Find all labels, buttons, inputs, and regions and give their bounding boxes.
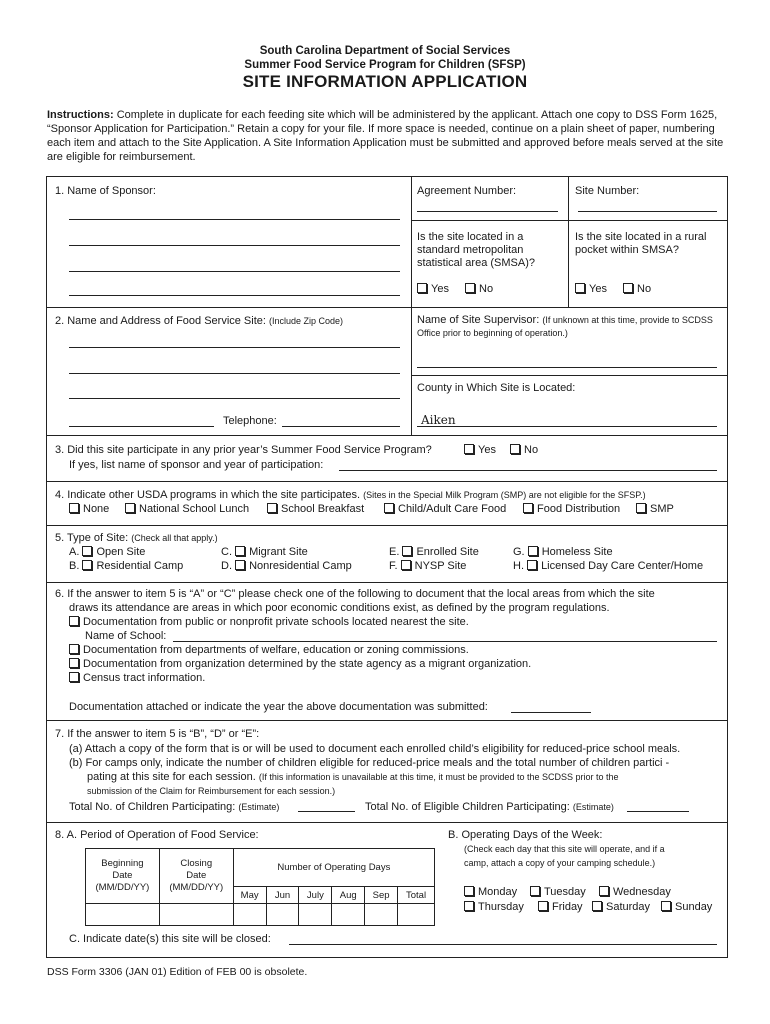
prior-year-no-option[interactable]: No bbox=[510, 444, 538, 456]
july-days-cell[interactable] bbox=[299, 904, 332, 926]
checkbox-icon[interactable] bbox=[417, 283, 427, 293]
aug-days-cell[interactable] bbox=[332, 904, 365, 926]
checkbox-icon[interactable] bbox=[384, 503, 394, 513]
school-name-label: Name of School: bbox=[85, 630, 167, 642]
smsa-no-option[interactable]: No bbox=[465, 283, 493, 295]
site-number-label: Site Number: bbox=[575, 185, 640, 197]
checkbox-icon[interactable] bbox=[575, 283, 585, 293]
month-header: Jun bbox=[266, 887, 299, 904]
checkbox-icon[interactable] bbox=[592, 901, 602, 911]
divider bbox=[47, 582, 727, 583]
documentation-question-line1: 6. If the answer to item 5 is “A” or “C” please check one of the following to document that the local areas from which the site bbox=[55, 588, 655, 600]
checkbox-icon[interactable] bbox=[636, 503, 646, 513]
divider bbox=[47, 822, 727, 823]
column-divider bbox=[411, 177, 412, 435]
beginning-date-header: Beginning Date (MM/DD/YY) bbox=[86, 849, 160, 904]
telephone-field[interactable] bbox=[282, 426, 400, 427]
checkbox-icon[interactable] bbox=[528, 546, 538, 556]
instructions-label: Instructions: bbox=[47, 109, 114, 121]
checkbox-icon[interactable] bbox=[82, 546, 92, 556]
smsa-question: Is the site located in a standard metropolitan statistical area (SMSA)? bbox=[417, 231, 535, 269]
agreement-number-field[interactable] bbox=[417, 211, 558, 212]
checkbox-icon[interactable] bbox=[401, 560, 411, 570]
agreement-number-label: Agreement Number: bbox=[417, 185, 517, 197]
total-children-label: Total No. of Children Participating: (Estimate) bbox=[69, 801, 280, 813]
checkbox-icon[interactable] bbox=[464, 901, 474, 911]
checkbox-icon[interactable] bbox=[510, 444, 520, 454]
divider bbox=[47, 307, 727, 308]
instructions bbox=[47, 108, 727, 164]
operating-days-label: B. Operating Days of the Week: bbox=[448, 829, 603, 841]
checkbox-icon[interactable] bbox=[661, 901, 671, 911]
closing-date-cell[interactable] bbox=[159, 904, 233, 926]
checkbox-icon[interactable] bbox=[125, 503, 135, 513]
divider bbox=[47, 481, 727, 482]
usda-option-smp[interactable]: SMP bbox=[636, 503, 674, 515]
sponsor-name-line[interactable] bbox=[69, 219, 400, 220]
checkbox-icon[interactable] bbox=[235, 546, 245, 556]
doc-option-migrant[interactable]: Documentation from organization determined by the state agency as a migrant organization. bbox=[69, 658, 531, 670]
checkbox-icon[interactable] bbox=[69, 503, 79, 513]
checkbox-icon[interactable] bbox=[599, 886, 609, 896]
checkbox-icon[interactable] bbox=[523, 503, 533, 513]
camp-item-a: (a) Attach a copy of the form that is or will be used to document each enrolled child’s eligibility for reduced-price school meals. bbox=[69, 743, 681, 755]
day-wednesday[interactable]: Wednesday bbox=[599, 886, 671, 898]
checkbox-icon[interactable] bbox=[464, 886, 474, 896]
day-saturday[interactable]: Saturday bbox=[592, 901, 650, 913]
prior-sponsor-field[interactable] bbox=[339, 470, 717, 471]
period-of-operation-label: 8. A. Period of Operation of Food Service: bbox=[55, 829, 259, 841]
beginning-date-cell[interactable] bbox=[86, 904, 160, 926]
site-supervisor-label: Name of Site Supervisor: (If unknown at this time, provide to SCDSS Office prior to beginning of operation.) bbox=[417, 314, 713, 338]
site-address-line[interactable] bbox=[69, 398, 400, 399]
prior-year-yes-option[interactable]: Yes bbox=[464, 444, 496, 456]
month-header: July bbox=[299, 887, 332, 904]
checkbox-icon[interactable] bbox=[465, 283, 475, 293]
closed-dates-field[interactable] bbox=[289, 944, 717, 945]
divider bbox=[47, 525, 727, 526]
day-friday[interactable]: Friday bbox=[538, 901, 583, 913]
documentation-year-label: Documentation attached or indicate the year the above documentation was submitted: bbox=[69, 701, 488, 713]
rural-no-option[interactable]: No bbox=[623, 283, 651, 295]
checkbox-icon[interactable] bbox=[623, 283, 633, 293]
zip-line[interactable] bbox=[69, 426, 214, 427]
checkbox-icon[interactable] bbox=[267, 503, 277, 513]
usda-option-national-school-lunch[interactable]: National School Lunch bbox=[125, 503, 249, 515]
jun-days-cell[interactable] bbox=[266, 904, 299, 926]
site-supervisor-field[interactable] bbox=[417, 367, 717, 368]
sep-days-cell[interactable] bbox=[365, 904, 398, 926]
documentation-question-line2: draws its attendance are areas in which poor economic conditions exist, as defined by the program regulations. bbox=[69, 602, 610, 614]
site-type-c[interactable]: C. Migrant Site bbox=[221, 546, 308, 558]
county-value[interactable]: Aiken bbox=[421, 413, 456, 427]
checkbox-icon[interactable] bbox=[530, 886, 540, 896]
camp-item-b-line2: pating at this site for each session. (If this information is unavailable at this time, it must be provided to the SCDSS prior to the bbox=[87, 771, 619, 783]
sponsor-name-line[interactable] bbox=[69, 295, 400, 296]
checkbox-icon[interactable] bbox=[69, 658, 79, 668]
county-field[interactable] bbox=[417, 426, 717, 427]
camp-item-b-line1: (b) For camps only, indicate the number of children eligible for reduced-price meals and the total number of children partici - bbox=[69, 757, 670, 769]
site-type-e[interactable]: E. Enrolled Site bbox=[389, 546, 479, 558]
instructions-text: Complete in duplicate for each feeding site which will be administered by the applicant. Attach one copy to DSS Form 1625, “Sponsor Application for Participation.” Retain a copy for your file. If more space is needed, continue on a plain sheet of paper, numbering each item and attach to the Site Application. A Site Information Application must be submitted and approved before meals served at the site are eligible for reimbursement. bbox=[47, 109, 724, 163]
camp-item-b-line3: submission of the Claim for Reimbursement for each session.) bbox=[87, 786, 336, 796]
county-label: County in Which Site is Located: bbox=[417, 382, 576, 394]
sponsor-name-line[interactable] bbox=[69, 271, 400, 272]
checkbox-icon[interactable] bbox=[527, 560, 537, 570]
doc-option-schools[interactable]: Documentation from public or nonprofit private schools located nearest the site. bbox=[69, 616, 469, 628]
checkbox-icon[interactable] bbox=[402, 546, 412, 556]
closing-date-header: Closing Date (MM/DD/YY) bbox=[159, 849, 233, 904]
month-header: Aug bbox=[332, 887, 365, 904]
checkbox-icon[interactable] bbox=[538, 901, 548, 911]
agency-name: South Carolina Department of Social Services bbox=[259, 45, 511, 57]
checkbox-icon[interactable] bbox=[235, 560, 245, 570]
total-header: Total bbox=[398, 887, 435, 904]
application-form bbox=[46, 176, 728, 958]
closed-dates-label: C. Indicate date(s) this site will be closed: bbox=[69, 933, 271, 945]
doc-option-census[interactable]: Census tract information. bbox=[69, 672, 205, 684]
program-name: Summer Food Service Program for Children (SFSP) bbox=[244, 59, 526, 71]
rural-pocket-question: Is the site located in a rural pocket within SMSA? bbox=[575, 231, 707, 256]
day-monday[interactable]: Monday bbox=[464, 886, 517, 898]
operating-days-note1: (Check each day that this site will operate, and if a bbox=[464, 844, 665, 854]
usda-programs-question: 4. Indicate other USDA programs in which the site participates. (Sites in the Special Milk Program (SMP) are not eligible for the SFSP.) bbox=[55, 489, 646, 501]
may-days-cell[interactable] bbox=[233, 904, 266, 926]
site-type-g[interactable]: G. Homeless Site bbox=[513, 546, 613, 558]
site-address-line[interactable] bbox=[69, 373, 400, 374]
site-type-d[interactable]: D. Nonresidential Camp bbox=[221, 560, 352, 572]
site-type-label: 5. Type of Site: (Check all that apply.) bbox=[55, 532, 218, 544]
total-days-cell[interactable] bbox=[398, 904, 435, 926]
form-header bbox=[0, 44, 770, 89]
telephone-label: Telephone: bbox=[223, 415, 277, 427]
checkbox-icon[interactable] bbox=[69, 616, 79, 626]
camp-question: 7. If the answer to item 5 is “B”, “D” or “E”: bbox=[55, 728, 260, 740]
documentation-year-field[interactable] bbox=[511, 712, 591, 713]
site-type-f[interactable]: F. NYSP Site bbox=[389, 560, 467, 572]
site-number-field[interactable] bbox=[578, 211, 717, 212]
divider bbox=[411, 220, 727, 221]
sponsor-name-line[interactable] bbox=[69, 245, 400, 246]
divider bbox=[47, 435, 727, 436]
usda-option-food-distribution[interactable]: Food Distribution bbox=[523, 503, 620, 515]
day-tuesday[interactable]: Tuesday bbox=[530, 886, 586, 898]
rural-yes-option[interactable]: Yes bbox=[575, 283, 607, 295]
site-type-h[interactable]: H. Licensed Day Care Center/Home bbox=[513, 560, 704, 572]
usda-option-child-adult-care[interactable]: Child/Adult Care Food bbox=[384, 503, 506, 515]
month-header: Sep bbox=[365, 887, 398, 904]
checkbox-icon[interactable] bbox=[82, 560, 92, 570]
day-thursday[interactable]: Thursday bbox=[464, 901, 524, 913]
checkbox-icon[interactable] bbox=[69, 672, 79, 682]
day-sunday[interactable]: Sunday bbox=[661, 901, 712, 913]
operating-period-table bbox=[85, 848, 435, 926]
prior-year-question: 3. Did this site participate in any prior year’s Summer Food Service Program? bbox=[55, 444, 432, 456]
prior-sponsor-label: If yes, list name of sponsor and year of participation: bbox=[69, 459, 324, 471]
usda-option-school-breakfast[interactable]: School Breakfast bbox=[267, 503, 364, 515]
checkbox-icon[interactable] bbox=[69, 644, 79, 654]
operating-days-header: Number of Operating Days bbox=[233, 849, 434, 887]
eligible-children-field[interactable] bbox=[627, 811, 689, 812]
site-type-b[interactable]: B. Residential Camp bbox=[69, 560, 184, 572]
form-footer: DSS Form 3306 (JAN 01) Edition of FEB 00 is obsolete. bbox=[47, 966, 308, 978]
operating-days-note2: camp, attach a copy of your camping schedule.) bbox=[464, 858, 656, 868]
site-type-a[interactable]: A. Open Site bbox=[69, 546, 146, 558]
divider bbox=[411, 375, 727, 376]
column-divider bbox=[568, 177, 569, 307]
smsa-yes-option[interactable]: Yes bbox=[417, 283, 449, 295]
checkbox-icon[interactable] bbox=[464, 444, 474, 454]
usda-option-none[interactable]: None bbox=[69, 503, 109, 515]
site-address-line[interactable] bbox=[69, 347, 400, 348]
school-name-field[interactable] bbox=[173, 641, 717, 642]
site-address-label: 2. Name and Address of Food Service Site: (Include Zip Code) bbox=[55, 315, 344, 327]
month-header: May bbox=[233, 887, 266, 904]
page-title: SITE INFORMATION APPLICATION bbox=[242, 72, 528, 91]
total-children-field[interactable] bbox=[298, 811, 355, 812]
divider bbox=[47, 720, 727, 721]
sponsor-label: 1. Name of Sponsor: bbox=[55, 185, 156, 197]
doc-option-welfare[interactable]: Documentation from departments of welfare, education or zoning commissions. bbox=[69, 644, 469, 656]
eligible-children-label: Total No. of Eligible Children Participating: (Estimate) bbox=[365, 801, 614, 813]
